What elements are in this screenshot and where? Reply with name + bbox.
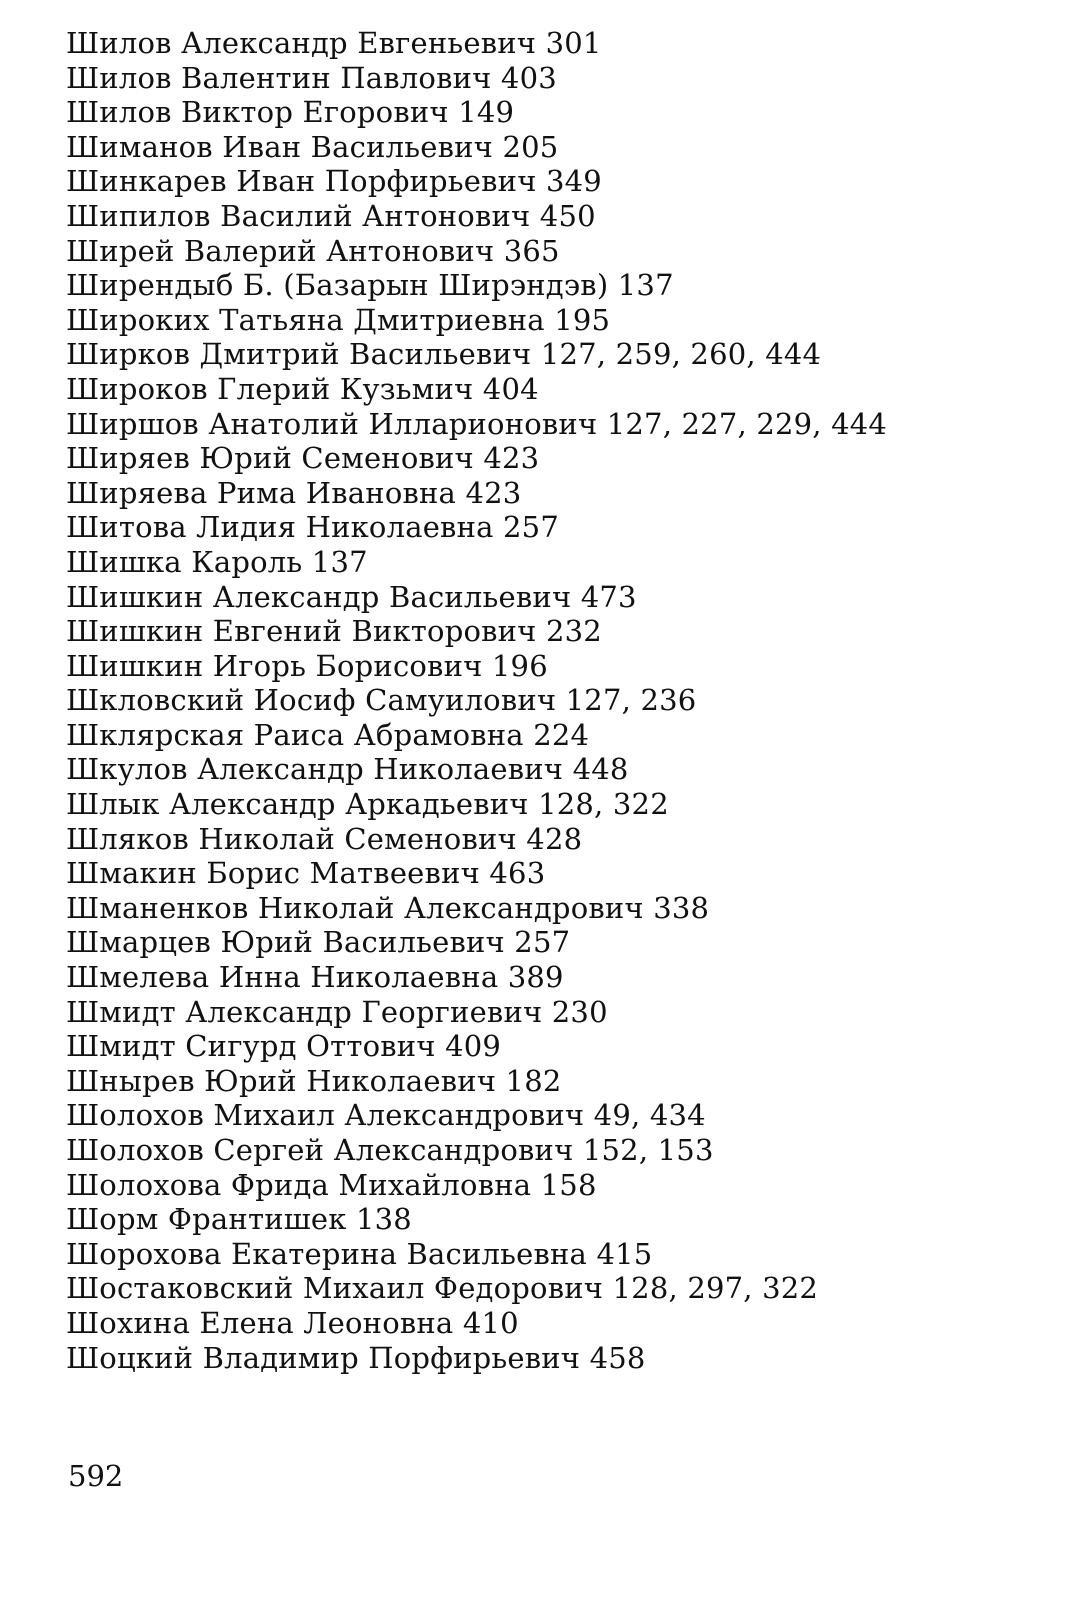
index-entry: Шлык Александр Аркадьевич 128, 322: [66, 787, 669, 822]
index-entry: Широких Татьяна Дмитриевна 195: [66, 302, 611, 337]
index-entry: Шостаковский Михаил Федорович 128, 297, 322: [66, 1271, 819, 1306]
index-entry: Шишкин Евгений Викторович 232: [66, 614, 602, 649]
index-entry: Шнырев Юрий Николаевич 182: [66, 1063, 562, 1098]
index-entry: Шмарцев Юрий Васильевич 257: [66, 925, 571, 960]
index-entry: Шилов Виктор Егорович 149: [66, 95, 515, 130]
index-entry: Шинкарев Иван Порфирьевич 349: [66, 164, 602, 199]
index-entry: Широков Глерий Кузьмич 404: [66, 371, 539, 406]
index-entry: Шмидт Сигурд Оттович 409: [66, 1029, 502, 1064]
index-entry: Шипилов Василий Антонович 450: [66, 198, 596, 233]
index-entry: Шишкин Александр Васильевич 473: [66, 579, 637, 614]
index-entry: Шолохов Михаил Александрович 49, 434: [66, 1098, 706, 1133]
index-entry: Шмелева Инна Николаевна 389: [66, 960, 564, 995]
index-entry: Шляков Николай Семенович 428: [66, 821, 583, 856]
index-entry: Шклярская Раиса Абрамовна 224: [66, 717, 590, 752]
index-entry: Шолохова Фрида Михайловна 158: [66, 1167, 597, 1202]
index-entry: Шорм Франтишек 138: [66, 1202, 412, 1237]
index-entry: Шкловский Иосиф Самуилович 127, 236: [66, 683, 697, 718]
name-index-list: [66, 26, 1056, 1375]
page-number: 592: [68, 1459, 124, 1493]
index-entry: Ширендыб Б. (Базарын Ширэндэв) 137: [66, 268, 674, 303]
index-entry: Шилов Александр Евгеньевич 301: [66, 26, 602, 60]
index-entry: Ширшов Анатолий Илларионович 127, 227, 229, 444: [66, 406, 888, 441]
index-entry: Ширков Дмитрий Васильевич 127, 259, 260, 444: [66, 337, 822, 372]
index-entry: Ширяев Юрий Семенович 423: [66, 441, 540, 476]
index-entry: Шишкин Игорь Борисович 196: [66, 648, 548, 683]
index-entry: Шмидт Александр Георгиевич 230: [66, 994, 608, 1029]
index-entry: Ширей Валерий Антонович 365: [66, 233, 560, 268]
index-entry: Шиманов Иван Васильевич 205: [66, 129, 559, 164]
index-entry: Шилов Валентин Павлович 403: [66, 60, 557, 95]
index-entry: Шорохова Екатерина Васильевна 415: [66, 1236, 653, 1271]
index-entry: Шишка Кароль 137: [66, 544, 368, 579]
index-entry: Шманенков Николай Александрович 338: [66, 890, 710, 925]
index-entry: Шолохов Сергей Александрович 152, 153: [66, 1133, 714, 1167]
index-entry: Шоцкий Владимир Порфирьевич 458: [66, 1340, 646, 1375]
index-entry: Шохина Елена Леоновна 410: [66, 1305, 519, 1340]
index-entry: Шкулов Александр Николаевич 448: [66, 752, 629, 787]
index-entry: Ширяева Рима Ивановна 423: [66, 475, 522, 510]
index-entry: Шмакин Борис Матвеевич 463: [66, 856, 546, 891]
index-entry: Шитова Лидия Николаевна 257: [66, 510, 559, 545]
